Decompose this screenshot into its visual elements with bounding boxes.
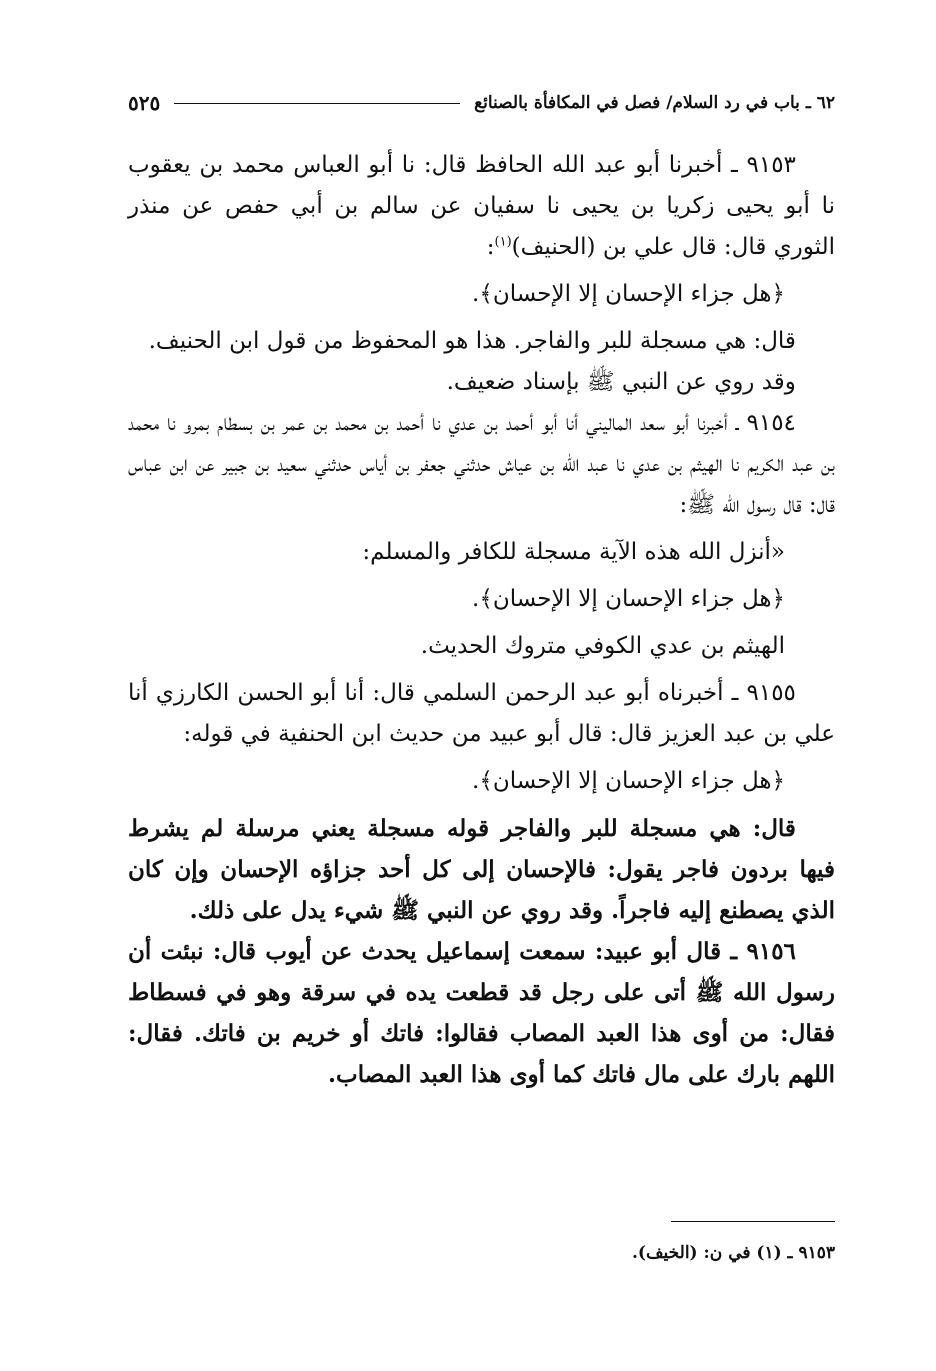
hadith-9155: ٩١٥٥ ـ أخبرناه أبو عبد الرحمن السلمي قال: أنا أبو الحسن الكارزي أنا علي بن عبد العزيز قال: قال أبو عبيد من حديث ابن الحنفية في قوله:	[128, 680, 835, 747]
footnote-ref: (١)	[494, 234, 512, 250]
page-number: ٥٢٥	[128, 91, 161, 115]
page-body	[128, 145, 835, 1095]
footnote-rule	[671, 1221, 835, 1222]
footnote: ٩١٥٣ ـ (١) في ن: (الخيف).	[631, 1243, 835, 1263]
hadith-9153: ٩١٥٣ ـ أخبرنا أبو عبد الله الحافظ قال: نا أبو العباس محمد بن يعقوب نا أبو يحيى زكريا بن يحيى نا سفيان عن سالم بن أبي حفص عن منذر الثوري قال: قال علي بن (الحنيف)$^{(١)}$:	[128, 152, 835, 260]
running-header	[128, 86, 835, 120]
commentary-bold: قال: هي مسجلة للبر والفاجر قوله مسجلة يعني مرسلة لم يشرط فيها بردون فاجر يقول: فالإحسان إلى كل أحد جزاؤه الإحسان وإن كان الذي يصطنع إليه فاجراً. وقد روي عن النبي ﷺ شيء يدل على ذلك.	[128, 815, 835, 924]
narrator-note: الهيثم بن عدي الكوفي متروك الحديث.	[420, 633, 785, 659]
quran-quote: ﴿هل جزاء الإحسان إلا الإحسان﴾.	[472, 586, 785, 612]
commentary: قال: هي مسجلة للبر والفاجر. هذا هو المحفوظ من قول ابن الحنيف.	[148, 328, 796, 354]
quran-quote: ﴿هل جزاء الإحسان إلا الإحسان﴾.	[472, 768, 785, 794]
header-rule	[174, 103, 460, 104]
quran-quote: ﴿هل جزاء الإحسان إلا الإحسان﴾.	[472, 281, 785, 307]
hadith-quote: «أنزل الله هذه الآية مسجلة للكافر والمسلم:	[362, 539, 785, 565]
chapter-title: ٦٢ ـ باب في رد السلام/ فصل في المكافأة بالصنائع	[474, 93, 835, 113]
hadith-9154: ٩١٥٤ ـ أخبرنا أبو سعد الماليني أنا أبو أحمد بن عدي نا أحمد بن محمد بن عمر بن بسطام بمرو نا محمد بن عبد الكريم نا الهيثم بن عدي نا عبد الله بن عياش حدثني جعفر بن أياس حدثني سعيد بن جبير عن ابن عباس قال: قال رسول الله ﷺ:	[128, 410, 835, 518]
commentary: وقد روي عن النبي ﷺ بإسناد ضعيف.	[446, 369, 796, 395]
hadith-9156: ٩١٥٦ ـ قال أبو عبيد: سمعت إسماعيل يحدث عن أيوب قال: نبئت أن رسول الله ﷺ أتى على رجل قد قطعت يده في سرقة وهو في فسطاط فقال: من أوى هذا العبد المصاب فقالوا: فاتك أو خريم بن فاتك. فقال: اللهم بارك على مال فاتك كما أوى هذا العبد المصاب.	[128, 938, 835, 1088]
